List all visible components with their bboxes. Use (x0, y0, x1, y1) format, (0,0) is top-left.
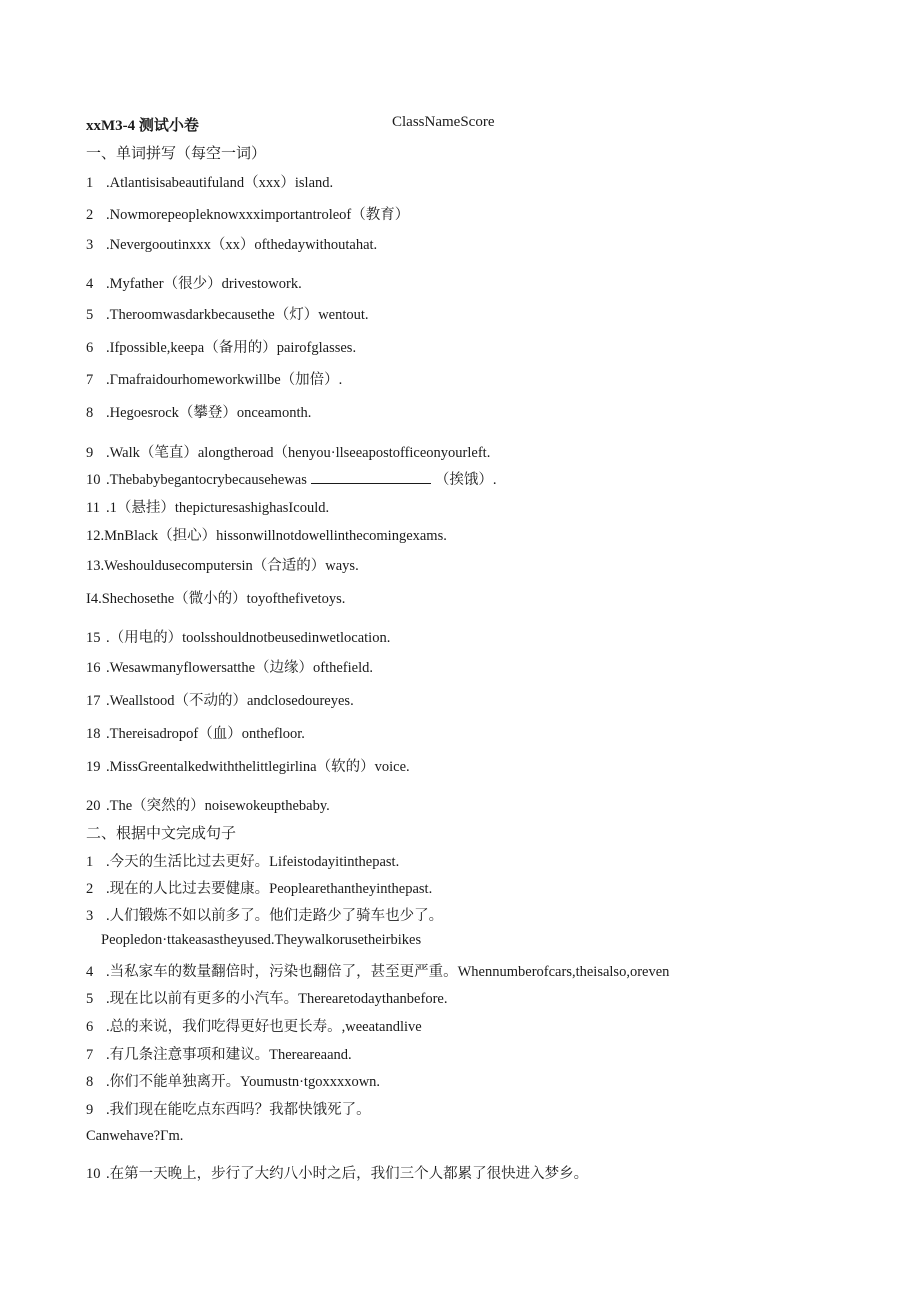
question-item (86, 1070, 380, 1091)
question-text: .Hegoesrock（攀登）onceamonth. (106, 405, 312, 421)
question-number: 15 (86, 630, 101, 646)
question-text: （挨饿）. (434, 472, 497, 488)
question-text: .有几条注意事项和建议。Thereareaand. (106, 1047, 352, 1063)
question-text: .Weallstood（不动的）andclosedoureyes. (106, 693, 354, 709)
question-item (86, 468, 497, 489)
question-item (86, 987, 447, 1008)
question-number: 3 (86, 237, 94, 253)
question-text: .Walk（笔直）alongtheroad（henyou·llseeapostofficeonyourleft. (106, 445, 491, 461)
question-item (86, 496, 329, 517)
question-number: 4 (86, 276, 94, 292)
paper-title: xxM3-4 测试小卷 (86, 118, 199, 134)
question-item (86, 1162, 588, 1183)
question-text: .现在比以前有更多的小汽车。Therearetodaythanbefore. (106, 991, 448, 1007)
question-number: 6 (86, 1019, 94, 1035)
question-text: .你们不能单独离开。Youmustn·tgoxxxxown. (106, 1074, 381, 1090)
question-number: 16 (86, 660, 101, 676)
question-text: .Nevergooutinxxx（xx）ofthedaywithoutahat. (106, 237, 378, 253)
question-item (86, 877, 432, 898)
question-item (86, 441, 490, 462)
question-item (86, 1128, 183, 1145)
question-number: 5 (86, 307, 94, 323)
question-number: 2 (86, 881, 94, 897)
question-item (86, 794, 330, 815)
question-text: 12.MnBlack（担心）hissonwillnotdowellinthecomingexams. (86, 528, 447, 544)
question-item (86, 1043, 352, 1064)
question-text: .The（突然的）noisewokeupthebaby. (106, 798, 330, 814)
question-number: 18 (86, 726, 101, 742)
question-item (86, 689, 354, 710)
question-text: 13.Weshouldusecomputersin（合适的）ways. (86, 558, 359, 574)
question-number: 3 (86, 908, 94, 924)
question-number: 11 (86, 500, 100, 516)
question-item (86, 960, 669, 981)
question-number: 7 (86, 1047, 94, 1063)
question-text: .今天的生活比过去更好。Lifeistodayitinthepast. (106, 854, 400, 870)
question-item (86, 656, 373, 677)
question-number: 10 (86, 1166, 101, 1182)
question-number: 9 (86, 1102, 94, 1118)
question-item (86, 336, 356, 357)
question-item (101, 932, 421, 949)
question-item (86, 401, 311, 422)
question-item (86, 587, 345, 608)
question-item (86, 904, 443, 925)
question-item (86, 368, 342, 389)
question-number: 17 (86, 693, 101, 709)
question-number: 2 (86, 207, 94, 223)
question-number: 4 (86, 964, 94, 980)
section2-heading: 二、根据中文完成句子 (86, 826, 237, 842)
question-item (86, 1098, 371, 1119)
question-item (86, 1015, 422, 1036)
question-item (86, 171, 333, 192)
question-item (86, 303, 369, 324)
question-text: .Nowmorepeopleknowxxximportantroleof（教育） (106, 207, 410, 223)
question-text: .我们现在能吃点东西吗？我都快饿死了。 (106, 1102, 371, 1118)
question-item (86, 554, 359, 575)
question-item (86, 203, 409, 224)
question-text: Peopledon·ttakeasastheyused.Theywalkorusetheirbikes (101, 932, 422, 948)
question-item (86, 524, 447, 545)
question-item (86, 722, 305, 743)
question-number: 8 (86, 405, 94, 421)
question-text: I4.Shechosethe（微小的）toyofthefivetoys. (86, 591, 346, 607)
question-text: .在第一天晚上，步行了大约八小时之后，我们三个人都累了很快进入梦乡。 (106, 1166, 589, 1182)
question-text: Canwehave?Γm. (86, 1128, 184, 1144)
question-number: 20 (86, 798, 101, 814)
question-number: 1 (86, 854, 94, 870)
question-item (86, 850, 399, 871)
question-item (86, 272, 302, 293)
question-text: .（用电的）toolsshouldnotbeusedinwetlocation. (106, 630, 391, 646)
question-text: .人们锻炼不如以前多了。他们走路少了骑车也少了。 (106, 908, 444, 924)
question-text: .Ifpossible,keepa（备用的）pairofglasses. (106, 340, 357, 356)
question-text: .MissGreentalkedwiththelittlegirlina（软的）voice. (106, 759, 410, 775)
answer-blank[interactable] (311, 469, 431, 484)
question-text: .Γmafraidourhomeworkwillbe（加倍）. (106, 372, 343, 388)
question-text: .Wesawmanyflowersatthe（边缘）ofthefield. (106, 660, 374, 676)
question-number: 8 (86, 1074, 94, 1090)
question-text: .Atlantisisabeautifuland（xxx）island. (106, 175, 334, 191)
question-text: .1（悬挂）thepicturesashighasIcould. (106, 500, 330, 516)
question-text: .Theroomwasdarkbecausethe（灯）wentout. (106, 307, 369, 323)
question-number: 5 (86, 991, 94, 1007)
question-text: .Thereisadropof（血）onthefloor. (106, 726, 305, 742)
question-text: .Thebabybegantocrybecausehewas (106, 472, 307, 488)
question-item (86, 626, 390, 647)
question-number: 19 (86, 759, 101, 775)
paper-header (86, 114, 846, 136)
section1-heading: 一、单词拼写（每空一词） (86, 146, 267, 162)
class-name-score-fields: ClassNameScore (392, 114, 495, 130)
question-item (86, 233, 377, 254)
question-text: .总的来说，我们吃得更好也更长寿。,weeatandlive (106, 1019, 422, 1035)
question-text: .现在的人比过去要健康。Peoplearethantheyinthepast. (106, 881, 433, 897)
question-number: 9 (86, 445, 94, 461)
question-number: 10 (86, 472, 101, 488)
question-text: .Myfather（很少）drivestowork. (106, 276, 302, 292)
question-number: 6 (86, 340, 94, 356)
question-number: 7 (86, 372, 94, 388)
question-number: 1 (86, 175, 94, 191)
question-item (86, 755, 410, 776)
question-text: .当私家车的数量翻倍时，污染也翻倍了，甚至更严重。Whennumberofcars,theisalso,oreven (106, 964, 670, 980)
